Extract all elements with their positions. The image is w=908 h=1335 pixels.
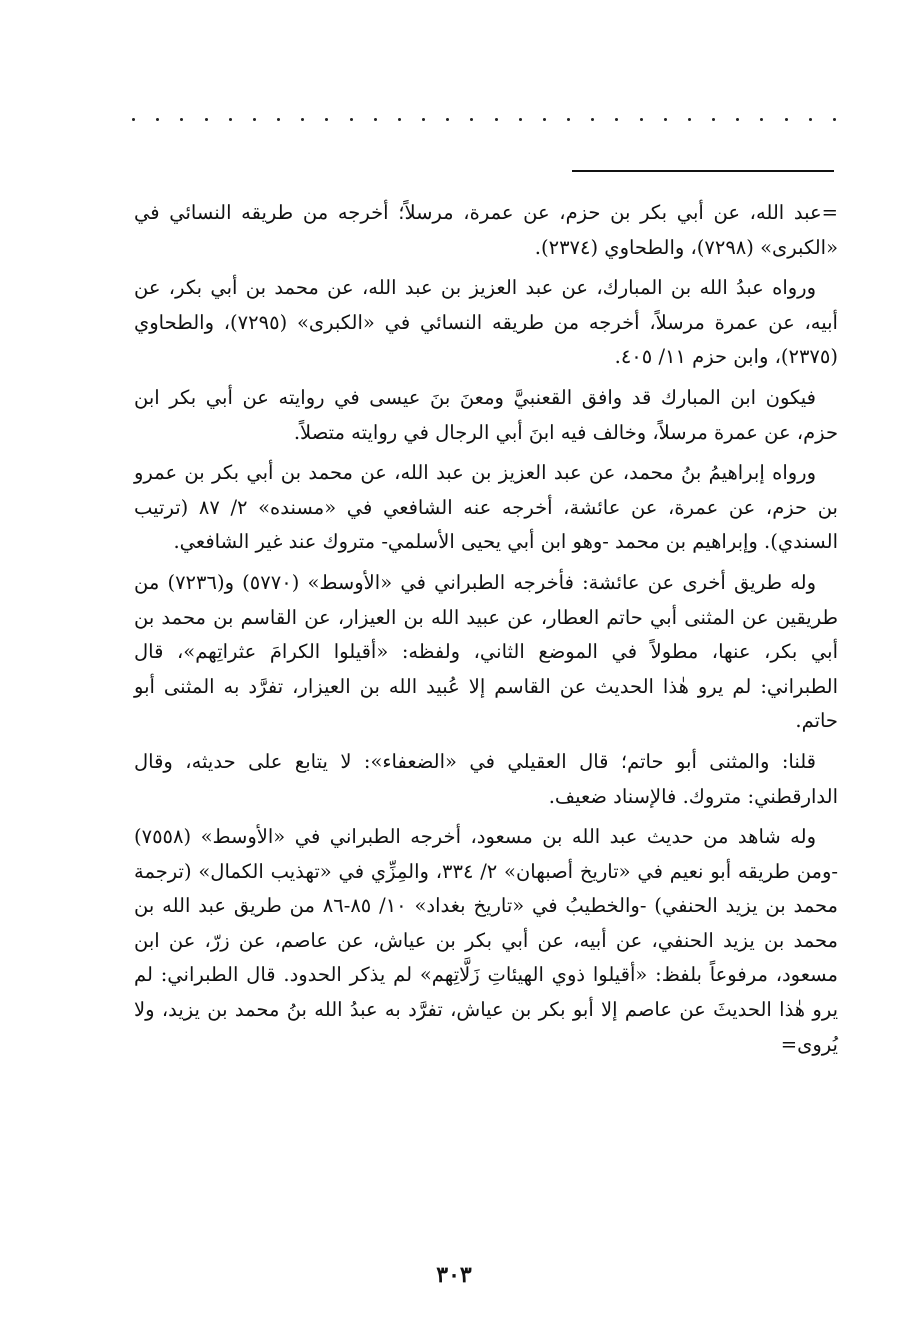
separator-dot — [446, 118, 449, 121]
separator-dot — [422, 118, 425, 121]
separator-dot — [301, 118, 304, 121]
separator-dot — [567, 118, 570, 121]
separator-dot — [277, 118, 280, 121]
footnote-body — [134, 196, 838, 1068]
separator-dot — [253, 118, 256, 121]
separator-dot — [664, 118, 667, 121]
dotted-separator — [132, 118, 836, 128]
page-number: ٣٠٣ — [436, 1262, 472, 1288]
separator-dot — [809, 118, 812, 121]
separator-dot — [736, 118, 739, 121]
separator-dot — [519, 118, 522, 121]
footnote-paragraph-5: وله طريق أخرى عن عائشة: فأخرجه الطبراني في «الأوسط» (٥٧٧٠) و(٧٢٣٦) من طريقين عن المثنى أبي حاتم العطار، عن عبيد الله بن العيزار، عن القاسم بن محمد بن أبي بكر، عنها، مطولاً في الموضع الثاني، ولفظه: «أقيلوا الكرامَ عثراتِهم»، قال الطبراني: لم يرو هٰذا الحديث عن القاسم إلا عُبيد الله بن العيزار، تفرَّد به المثنى أبو حاتم. — [134, 570, 838, 733]
footnote-rule — [572, 170, 834, 172]
separator-dot — [325, 118, 328, 121]
separator-dot — [760, 118, 763, 121]
separator-dot — [156, 118, 159, 121]
footnote-paragraph-6: قلنا: والمثنى أبو حاتم؛ قال العقيلي في «الضعفاء»: لا يتابع على حديثه، وقال الدارقطني: متروك. فالإسناد ضعيف. — [134, 749, 838, 808]
footnote-paragraph-1: =عبد الله، عن أبي بكر بن حزم، عن عمرة، مرسلاً؛ أخرجه من طريقه النسائي في «الكبرى» (٧٢٩٨)، والطحاوي (٢٣٧٤). — [134, 201, 838, 259]
separator-dot — [180, 118, 183, 121]
separator-dot — [785, 118, 788, 121]
separator-dot — [374, 118, 377, 121]
footnote-paragraph-3: فيكون ابن المبارك قد وافق القعنبيَّ ومعنَ بنَ عيسى في روايته عن أبي بكر ابن حزم، عن عمرة مرسلاً، وخالف فيه ابنَ أبي الرجال في روايته متصلاً. — [134, 385, 838, 444]
separator-dot — [205, 118, 208, 121]
separator-dot — [229, 118, 232, 121]
footnote-paragraph-2: ورواه عبدُ الله بن المبارك، عن عبد العزيز بن عبد الله، عن محمد بن أبي بكر، عن أبيه، عن عمرة مرسلاً، أخرجه من طريقه النسائي في «الكبرى» (٧٢٩٥)، والطحاوي (٢٣٧٥)، وابن حزم ١١/ ٤٠٥. — [134, 276, 838, 369]
separator-dot — [833, 118, 836, 121]
separator-dot — [591, 118, 594, 121]
footnote-paragraph-4: ورواه إبراهيمُ بنُ محمد، عن عبد العزيز بن عبد الله، عن محمد بن أبي بكر بن عمرو بن حزم، عن عمرة، عن عائشة، أخرجه عنه الشافعي في «مسنده» ٢/ ٨٧ (ترتيب السندي). وإبراهيم بن محمد -وهو ابن أبي يحيى الأسلمي- متروك عند غير الشافعي. — [134, 461, 838, 554]
separator-dot — [615, 118, 618, 121]
separator-dot — [398, 118, 401, 121]
separator-dot — [350, 118, 353, 121]
separator-dot — [495, 118, 498, 121]
separator-dot — [543, 118, 546, 121]
separator-dot — [132, 118, 135, 121]
separator-dot — [640, 118, 643, 121]
footnote-paragraph-7: وله شاهد من حديث عبد الله بن مسعود، أخرجه الطبراني في «الأوسط» (٧٥٥٨) -ومن طريقه أبو نعيم في «تاريخ أصبهان» ٢/ ٣٣٤، والمِزِّي في «تهذيب الكمال» (ترجمة محمد بن يزيد الحنفي) -والخطيبُ في «تاريخ بغداد» ١٠/ ٨٥-٨٦ من طريق عبد الله بن محمد بن يزيد الحنفي، عن أبيه، عن أبي بكر بن عياش، عن عاصم، عن زرّ، عن ابن مسعود، مرفوعاً بلفظ: «أقيلوا ذوي الهيئاتِ زَلَّاتِهم» لم يذكر الحدود. قال الطبراني: لم يرو هٰذا الحديثَ عن عاصم إلا أبو بكر بن عياش، تفرَّد به عبدُ الله بنُ محمد بن يزيد، ولا يُروى= — [134, 825, 839, 1056]
separator-dot — [712, 118, 715, 121]
separator-dot — [470, 118, 473, 121]
separator-dot — [688, 118, 691, 121]
